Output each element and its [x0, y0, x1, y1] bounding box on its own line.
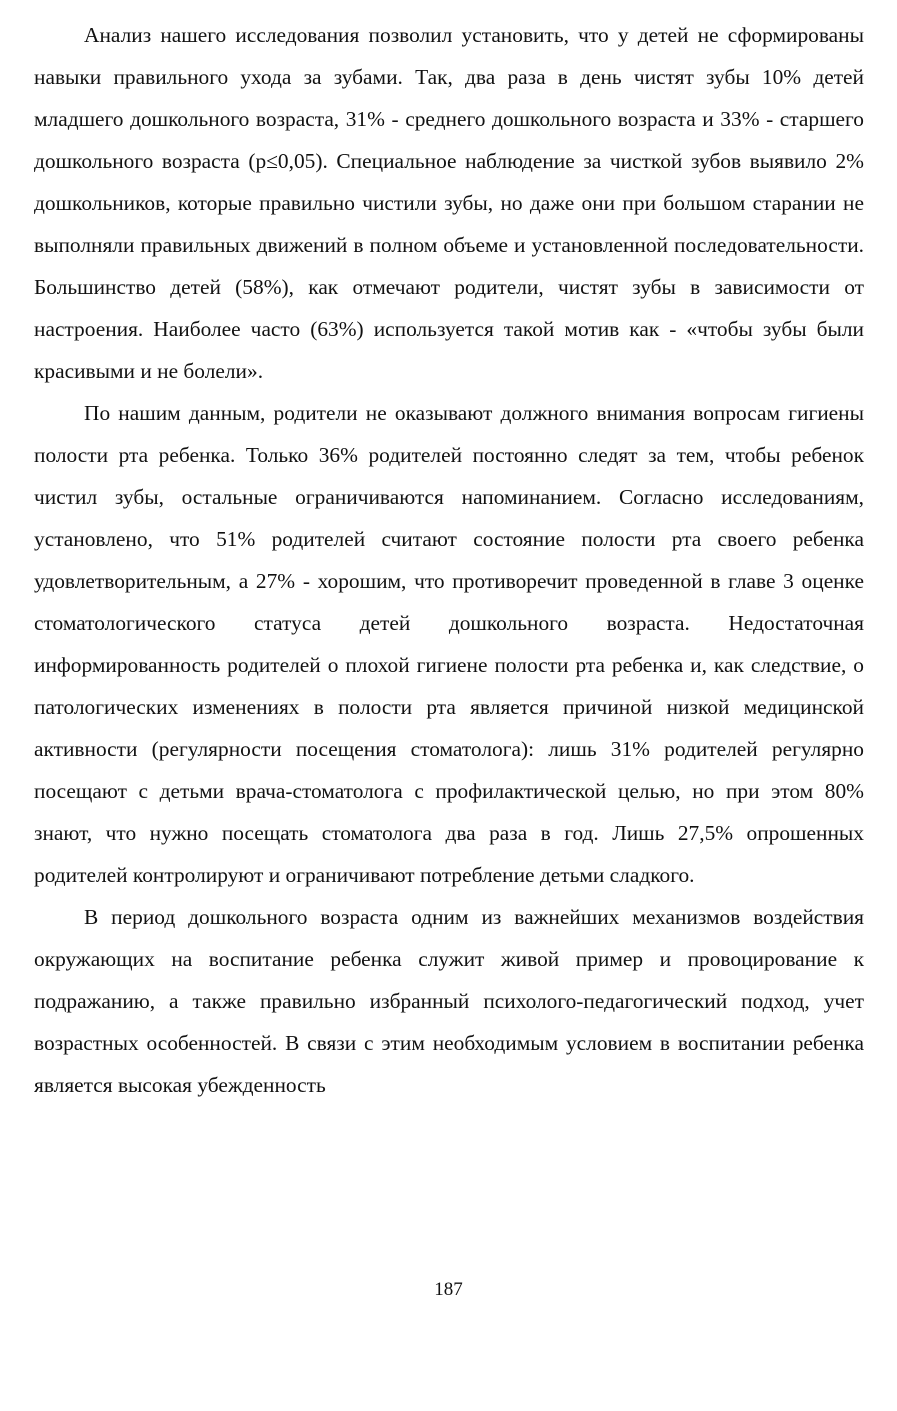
page-number: 187: [434, 1279, 463, 1300]
body-text: [34, 14, 864, 1106]
paragraph-1: Анализ нашего исследования позволил установить, что у детей не сформированы навыки правильного ухода за зубами. Так, два раза в день чистят зубы 10% детей младшего дошкольного возраста, 31% - среднего дошкольного возраста и 33% - старшего дошкольного возраста (p≤0,05). Специальное наблюдение за чисткой зубов выявило 2% дошкольников, которые правильно чистили зубы, но даже они при большом старании не выполняли правильных движений в полном объеме и установленной последовательности. Большинство детей (58%), как отмечают родители, чистят зубы в зависимости от настроения. Наиболее часто (63%) используется такой мотив как - «чтобы зубы были красивыми и не болели».: [34, 23, 864, 383]
paragraph-2: По нашим данным, родители не оказывают должного внимания вопросам гигиены полости рта ребенка. Только 36% родителей постоянно следят за тем, чтобы ребенок чистил зубы, остальные ограничиваются напоминанием. Согласно исследованиям, установлено, что 51% родителей считают состояние полости рта своего ребенка удовлетворительным, а 27% - хорошим, что противоречит проведенной в главе 3 оценке стоматологического статуса детей дошкольного возраста. Недостаточная информированность родителей о плохой гигиене полости рта ребенка и, как следствие, о патологических изменениях в полости рта является причиной низкой медицинской активности (регулярности посещения стоматолога): лишь 31% родителей регулярно посещают с детьми врача-стоматолога с профилактической целью, но при этом 80% знают, что нужно посещать стоматолога два раза в год. Лишь 27,5% опрошенных родителей контролируют и ограничивают потребление детьми сладкого.: [34, 401, 864, 887]
paragraph-3: В период дошкольного возраста одним из важнейших механизмов воздействия окружающих на воспитание ребенка служит живой пример и провоцирование к подражанию, а также правильно избранный психолого-педагогический подход, учет возрастных особенностей. В связи с этим необходимым условием в воспитании ребенка является высокая убежденность: [34, 905, 864, 1097]
